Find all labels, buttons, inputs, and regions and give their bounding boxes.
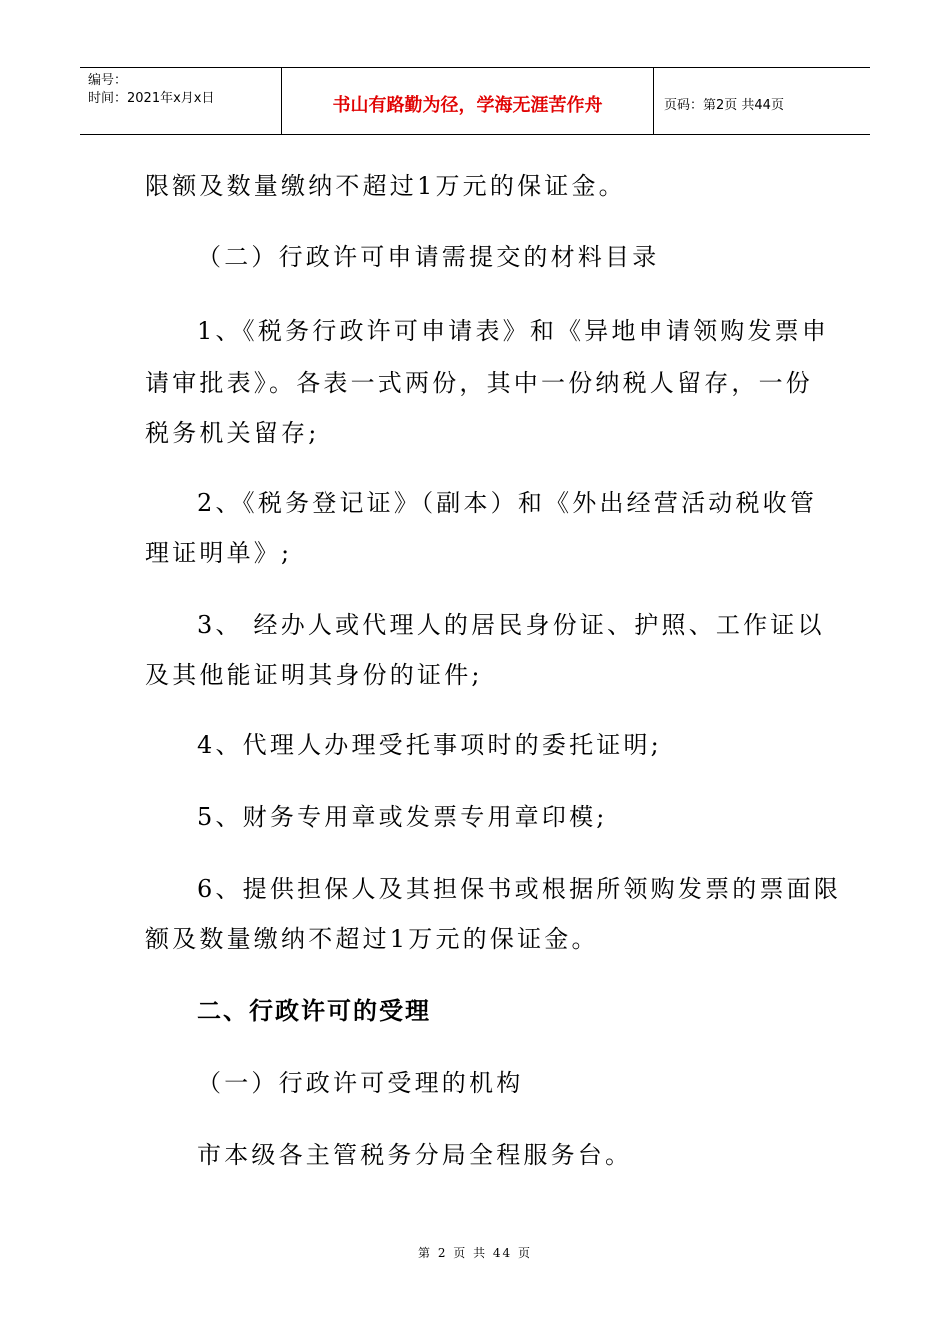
list-item-3-line-2: 及其他能证明其身份的证件; [145,661,483,689]
page-footer: 第 2 页 共 44 页 [418,1246,532,1260]
list-item-6-line-1: 6、提供担保人及其担保书或根据所领购发票的票面限 [197,875,842,903]
list-item-6-line-2: 额及数量缴纳不超过1万元的保证金。 [145,925,599,953]
document-date: 时间：2021年x月x日 [88,91,215,106]
section-subheading: （二）行政许可申请需提交的材料目录 [197,243,660,271]
list-item-1-line-2: 请审批表》。各表一式两份，其中一份纳税人留存，一份 [145,369,813,397]
list-item-1-line-1: 1、《税务行政许可申请表》和《异地申请领购发票申 [197,317,830,345]
list-item-4: 4、代理人办理受托事项时的委托证明; [197,731,662,759]
list-item-2-line-1: 2、《税务登记证》（副本）和《外出经营活动税收管 [197,489,818,517]
header-motto: 书山有路勤为径，学海无涯苦作舟 [282,68,654,134]
document-header [80,67,870,135]
section-subheading-2: （一）行政许可受理的机构 [197,1069,524,1097]
list-item-2-line-2: 理证明单》; [145,539,293,567]
list-item-3-line-1: 3、 经办人或代理人的居民身份证、护照、工作证以 [197,611,825,639]
section-heading: 二、行政许可的受理 [197,997,431,1025]
paragraph-service-desk: 市本级各主管税务分局全程服务台。 [197,1141,633,1169]
document-number-label: 编号： [88,73,128,88]
list-item-5: 5、财务专用章或发票专用章印模; [197,803,608,831]
paragraph-continuation: 限额及数量缴纳不超过1万元的保证金。 [145,172,626,200]
list-item-1-line-3: 税务机关留存; [145,419,320,447]
header-page-info: 页码：第2页 共44页 [664,97,784,113]
header-meta-cell [80,68,282,134]
